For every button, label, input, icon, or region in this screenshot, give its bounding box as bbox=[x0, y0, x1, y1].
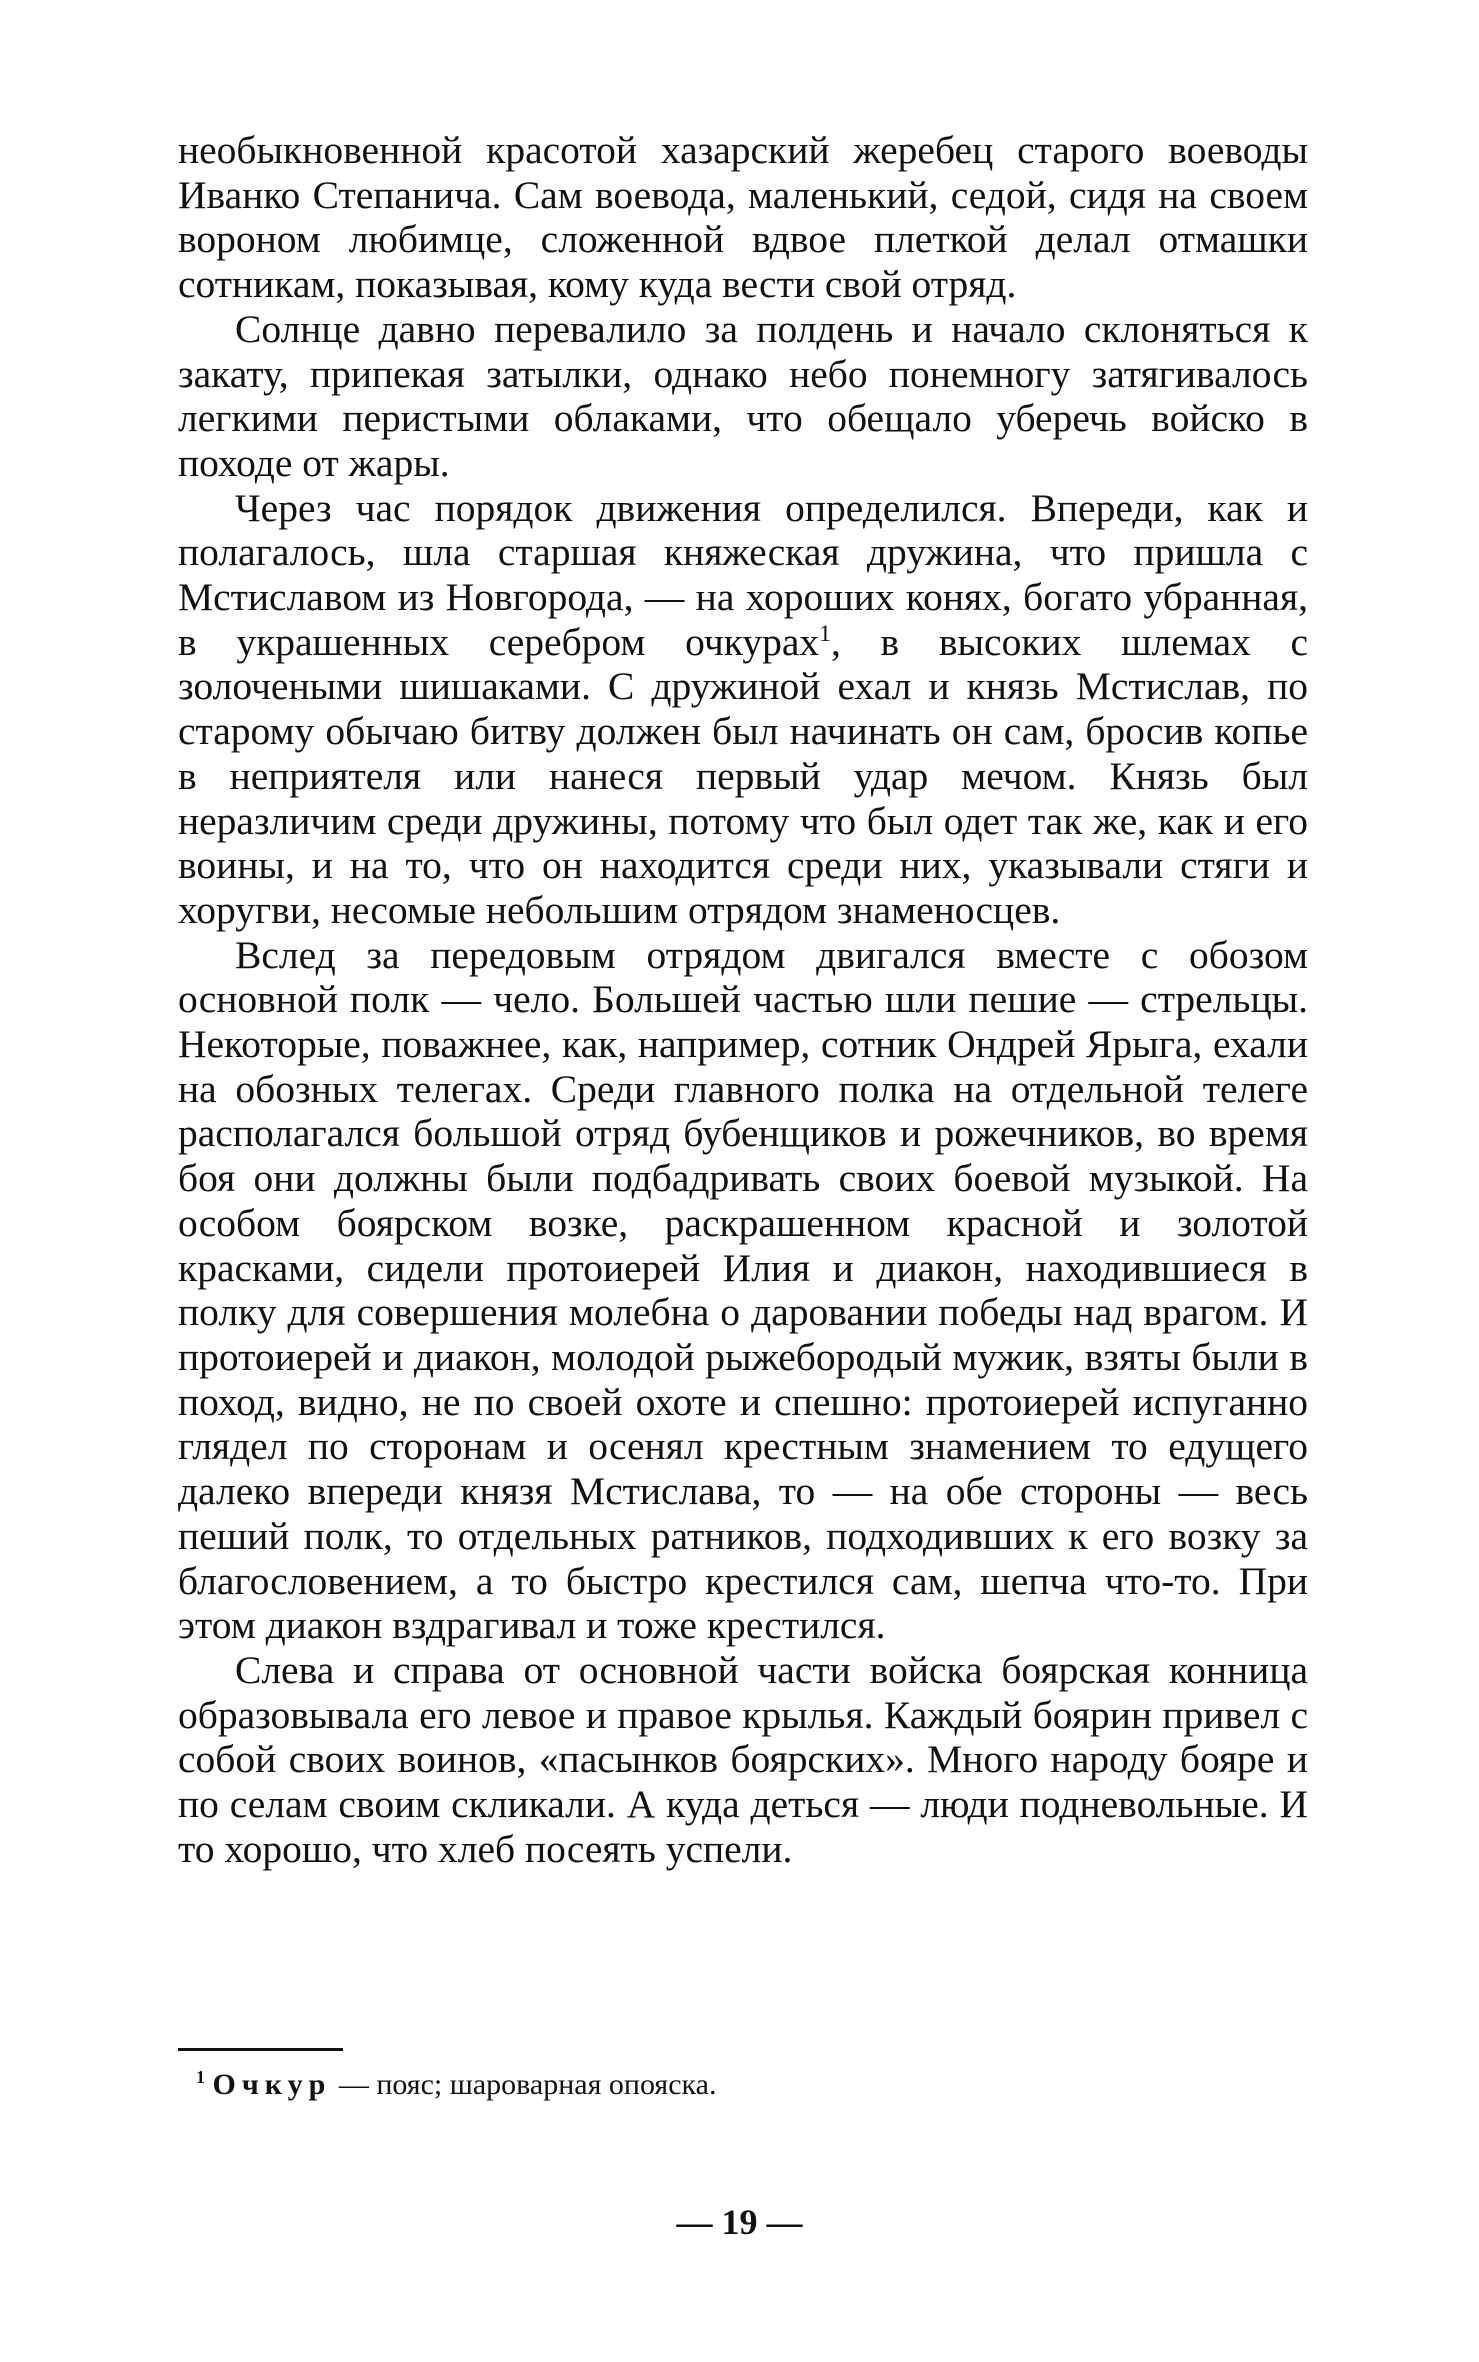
paragraph-3-text-after: , в высоких шлемах с золочеными шишаками. С дружиной ехал и князь Мстислав, по старому обычаю битву должен был начинать он сам, бросив копье в неприятеля или нанеся первый удар мечом. Князь был неразличим среди дружины, потому что был одет так же, как и его воины, и на то, что он находится среди них, указывали стяги и хоругви, несомые небольшим отрядом знаменосцев. bbox=[178, 619, 1308, 932]
body-text bbox=[178, 128, 1308, 1871]
paragraph-1: необыкновенной красотой хазарский жеребец старого воеводы Иванко Степанича. Сам воевода, маленький, седой, сидя на своем вороном любимце, сложенной вдвое плеткой делал отмашки сотникам, показывая, кому куда вести свой отряд. bbox=[178, 128, 1308, 307]
paragraph-2: Солнце давно перевалило за полдень и начало склоняться к закату, припекая затылки, однако небо понемногу затягивалось легкими перистыми облаками, что обещало уберечь войско в походе от жары. bbox=[178, 306, 1308, 485]
paragraph-3 bbox=[178, 486, 1308, 933]
footnote-divider bbox=[178, 2048, 343, 2051]
paragraph-3-text-before: Через час порядок движения определился. Впереди, как и полагалось, шла старшая княжеская дружина, что пришла с Мстиславом из Новгорода, — на хороших конях, богато убранная, в украшенных серебром очкурах bbox=[178, 485, 1308, 664]
footnote-reference: 1 bbox=[819, 620, 831, 647]
footnote-term: Очкур bbox=[212, 2068, 332, 2101]
paragraph-5: Слева и справа от основной части войска боярская конница образовывала его левое и правое крылья. Каждый боярин привел с собой своих воинов, «пасынков боярских». Много народу бояре и по селам своим скликали. А куда деться — люди подневольные. И то хорошо, что хлеб посеять успели. bbox=[178, 1647, 1308, 1871]
footnote bbox=[196, 2067, 1306, 2103]
paragraph-4: Вслед за передовым отрядом двигался вместе с обозом основной полк — чело. Большей частью шли пешие — стрельцы. Некоторые, поважнее, как, например, сотник Ондрей Ярыга, ехали на обозных телегах. Среди главного полка на отдельной телеге располагался большой отряд бубенщиков и рожечников, во время боя они должны были подбадривать своих боевой музыкой. На особом боярском возке, раскрашенном красной и золотой красками, сидели протоиерей Илия и диакон, находившиеся в полку для совершения молебна о даровании победы над врагом. И протоиерей и диакон, молодой рыжебородый мужик, взяты были в поход, видно, не по своей охоте и спешно: протоиерей испуганно глядел по сторонам и осенял крестным знамением то едущего далеко впереди князя Мстислава, то — на обе стороны — весь пеший полк, то отдельных ратников, подходивших к его возку за благословением, а то быстро крестился сам, шепча что-то. При этом диакон вздрагивал и тоже крестился. bbox=[178, 932, 1308, 1648]
footnote-definition: — пояс; шароварная опояска. bbox=[331, 2068, 717, 2101]
page-number: — 19 — bbox=[676, 2202, 803, 2242]
footnote-number: 1 bbox=[196, 2067, 205, 2088]
